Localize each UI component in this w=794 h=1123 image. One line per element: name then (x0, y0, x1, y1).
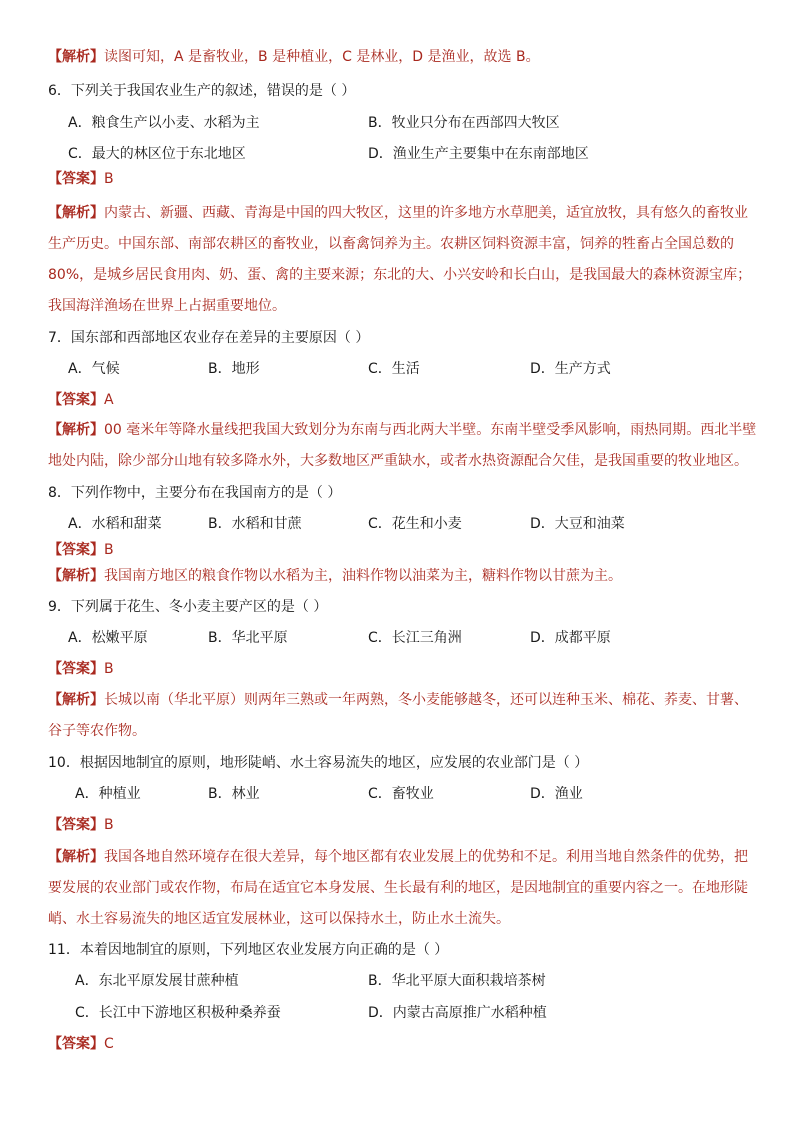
option: A．种植业 (75, 786, 141, 802)
answer-label: 【答案】 (48, 1036, 104, 1052)
option: B．水稻和甘蔗 (208, 516, 302, 532)
option: B．林业 (208, 786, 260, 802)
explain-label: 【解析】 (48, 422, 104, 438)
explain-text: 谷子等农作物。 (48, 723, 146, 739)
explain-text: 内蒙古、新疆、西藏、青海是中国的四大牧区，这里的许多地方水草肥美，适宜放牧，具有悠久的畜牧业 (104, 205, 748, 221)
option: A．粮食生产以小麦、水稻为主 (68, 115, 260, 131)
option: B．华北平原 (208, 630, 288, 646)
explain-text: 要发展的农业部门或农作物，布局在适宜它本身发展、生长最有利的地区，是因地制宜的重要内容之一。在地形陡 (48, 880, 748, 896)
explain-text: 峭、水土容易流失的地区适宜发展林业，这可以保持水土，防止水土流失。 (48, 911, 510, 927)
option: C．畜牧业 (368, 786, 434, 802)
explain-line (48, 566, 622, 586)
answer-line (48, 169, 114, 189)
answer-value: A (104, 392, 114, 408)
option: D．渔业生产主要集中在东南部地区 (368, 146, 589, 162)
option: B．地形 (208, 361, 260, 377)
explain-line (48, 203, 748, 223)
question-stem: 7．国东部和西部地区农业存在差异的主要原因（ ） (48, 330, 370, 346)
explain-text: 地处内陆，除少部分山地有较多降水外，大多数地区严重缺水，或者水热资源配合欠佳，是我国重要的牧业地区。 (48, 453, 748, 469)
explain-text: 00 毫米年等降水量线把我国大致划分为东南与西北两大半壁。东南半壁受季风影响，雨热同期。西北半壁 (104, 422, 757, 438)
option: B．牧业只分布在西部四大牧区 (368, 115, 560, 131)
answer-value: B (104, 661, 114, 677)
option: A．东北平原发展甘蔗种植 (75, 973, 239, 989)
answer-value: C (104, 1036, 114, 1052)
option: D．渔业 (530, 786, 583, 802)
explain-label: 【解析】 (48, 568, 104, 584)
question-stem: 9．下列属于花生、冬小麦主要产区的是（ ） (48, 599, 328, 615)
option: A．气候 (68, 361, 120, 377)
explain-text: 读图可知，A 是畜牧业，B 是种植业，C 是林业，D 是渔业，故选 B。 (104, 49, 540, 65)
option: B．华北平原大面积栽培茶树 (368, 973, 546, 989)
answer-value: B (104, 171, 114, 187)
explain-text: 80%，是城乡居民食用肉、奶、蛋、禽的主要来源；东北的大、小兴安岭和长白山，是我国最大的森林资源宝库； (48, 267, 752, 283)
explain-label: 【解析】 (48, 849, 104, 865)
question-stem: 6．下列关于我国农业生产的叙述，错误的是（ ） (48, 83, 356, 99)
explain-line (48, 47, 540, 67)
answer-line (48, 815, 114, 835)
explain-text: 我国南方地区的粮食作物以水稻为主，油料作物以油菜为主，糖料作物以甘蔗为主。 (104, 568, 622, 584)
explain-label: 【解析】 (48, 205, 104, 221)
explain-line (48, 420, 756, 440)
explain-label: 【解析】 (48, 692, 104, 708)
option: D．内蒙古高原推广水稻种植 (368, 1005, 547, 1021)
explain-line (48, 847, 748, 867)
answer-value: B (104, 817, 114, 833)
question-stem: 10．根据因地制宜的原则，地形陡峭、水土容易流失的地区，应发展的农业部门是（ ） (48, 755, 589, 771)
question-stem: 11．本着因地制宜的原则，下列地区农业发展方向正确的是（ ） (48, 942, 449, 958)
explain-text: 生产历史。中国东部、南部农耕区的畜牧业，以畜禽饲养为主。农耕区饲料资源丰富，饲养的牲畜占全国总数的 (48, 236, 734, 252)
answer-line (48, 540, 114, 560)
answer-label: 【答案】 (48, 542, 104, 558)
answer-value: B (104, 542, 114, 558)
answer-label: 【答案】 (48, 817, 104, 833)
answer-line (48, 1034, 114, 1054)
option: D．大豆和油菜 (530, 516, 625, 532)
option: D．生产方式 (530, 361, 611, 377)
explain-line (48, 690, 748, 710)
explain-text: 长城以南（华北平原）则两年三熟或一年两熟，冬小麦能够越冬，还可以连种玉米、棉花、荞麦、甘薯、 (104, 692, 748, 708)
answer-label: 【答案】 (48, 661, 104, 677)
explain-text: 我国各地自然环境存在很大差异，每个地区都有农业发展上的优势和不足。利用当地自然条件的优势，把 (104, 849, 748, 865)
option: C．生活 (368, 361, 420, 377)
answer-label: 【答案】 (48, 392, 104, 408)
explain-text: 我国海洋渔场在世界上占据重要地位。 (48, 298, 286, 314)
explain-label: 【解析】 (48, 49, 104, 65)
option: A．水稻和甜菜 (68, 516, 162, 532)
option: A．松嫩平原 (68, 630, 148, 646)
answer-label: 【答案】 (48, 171, 104, 187)
option: C．长江中下游地区积极种桑养蚕 (75, 1005, 281, 1021)
answer-line (48, 659, 114, 679)
option: C．最大的林区位于东北地区 (68, 146, 246, 162)
question-stem: 8．下列作物中，主要分布在我国南方的是（ ） (48, 485, 342, 501)
option: C．长江三角洲 (368, 630, 462, 646)
option: D．成都平原 (530, 630, 611, 646)
answer-line (48, 390, 114, 410)
option: C．花生和小麦 (368, 516, 462, 532)
